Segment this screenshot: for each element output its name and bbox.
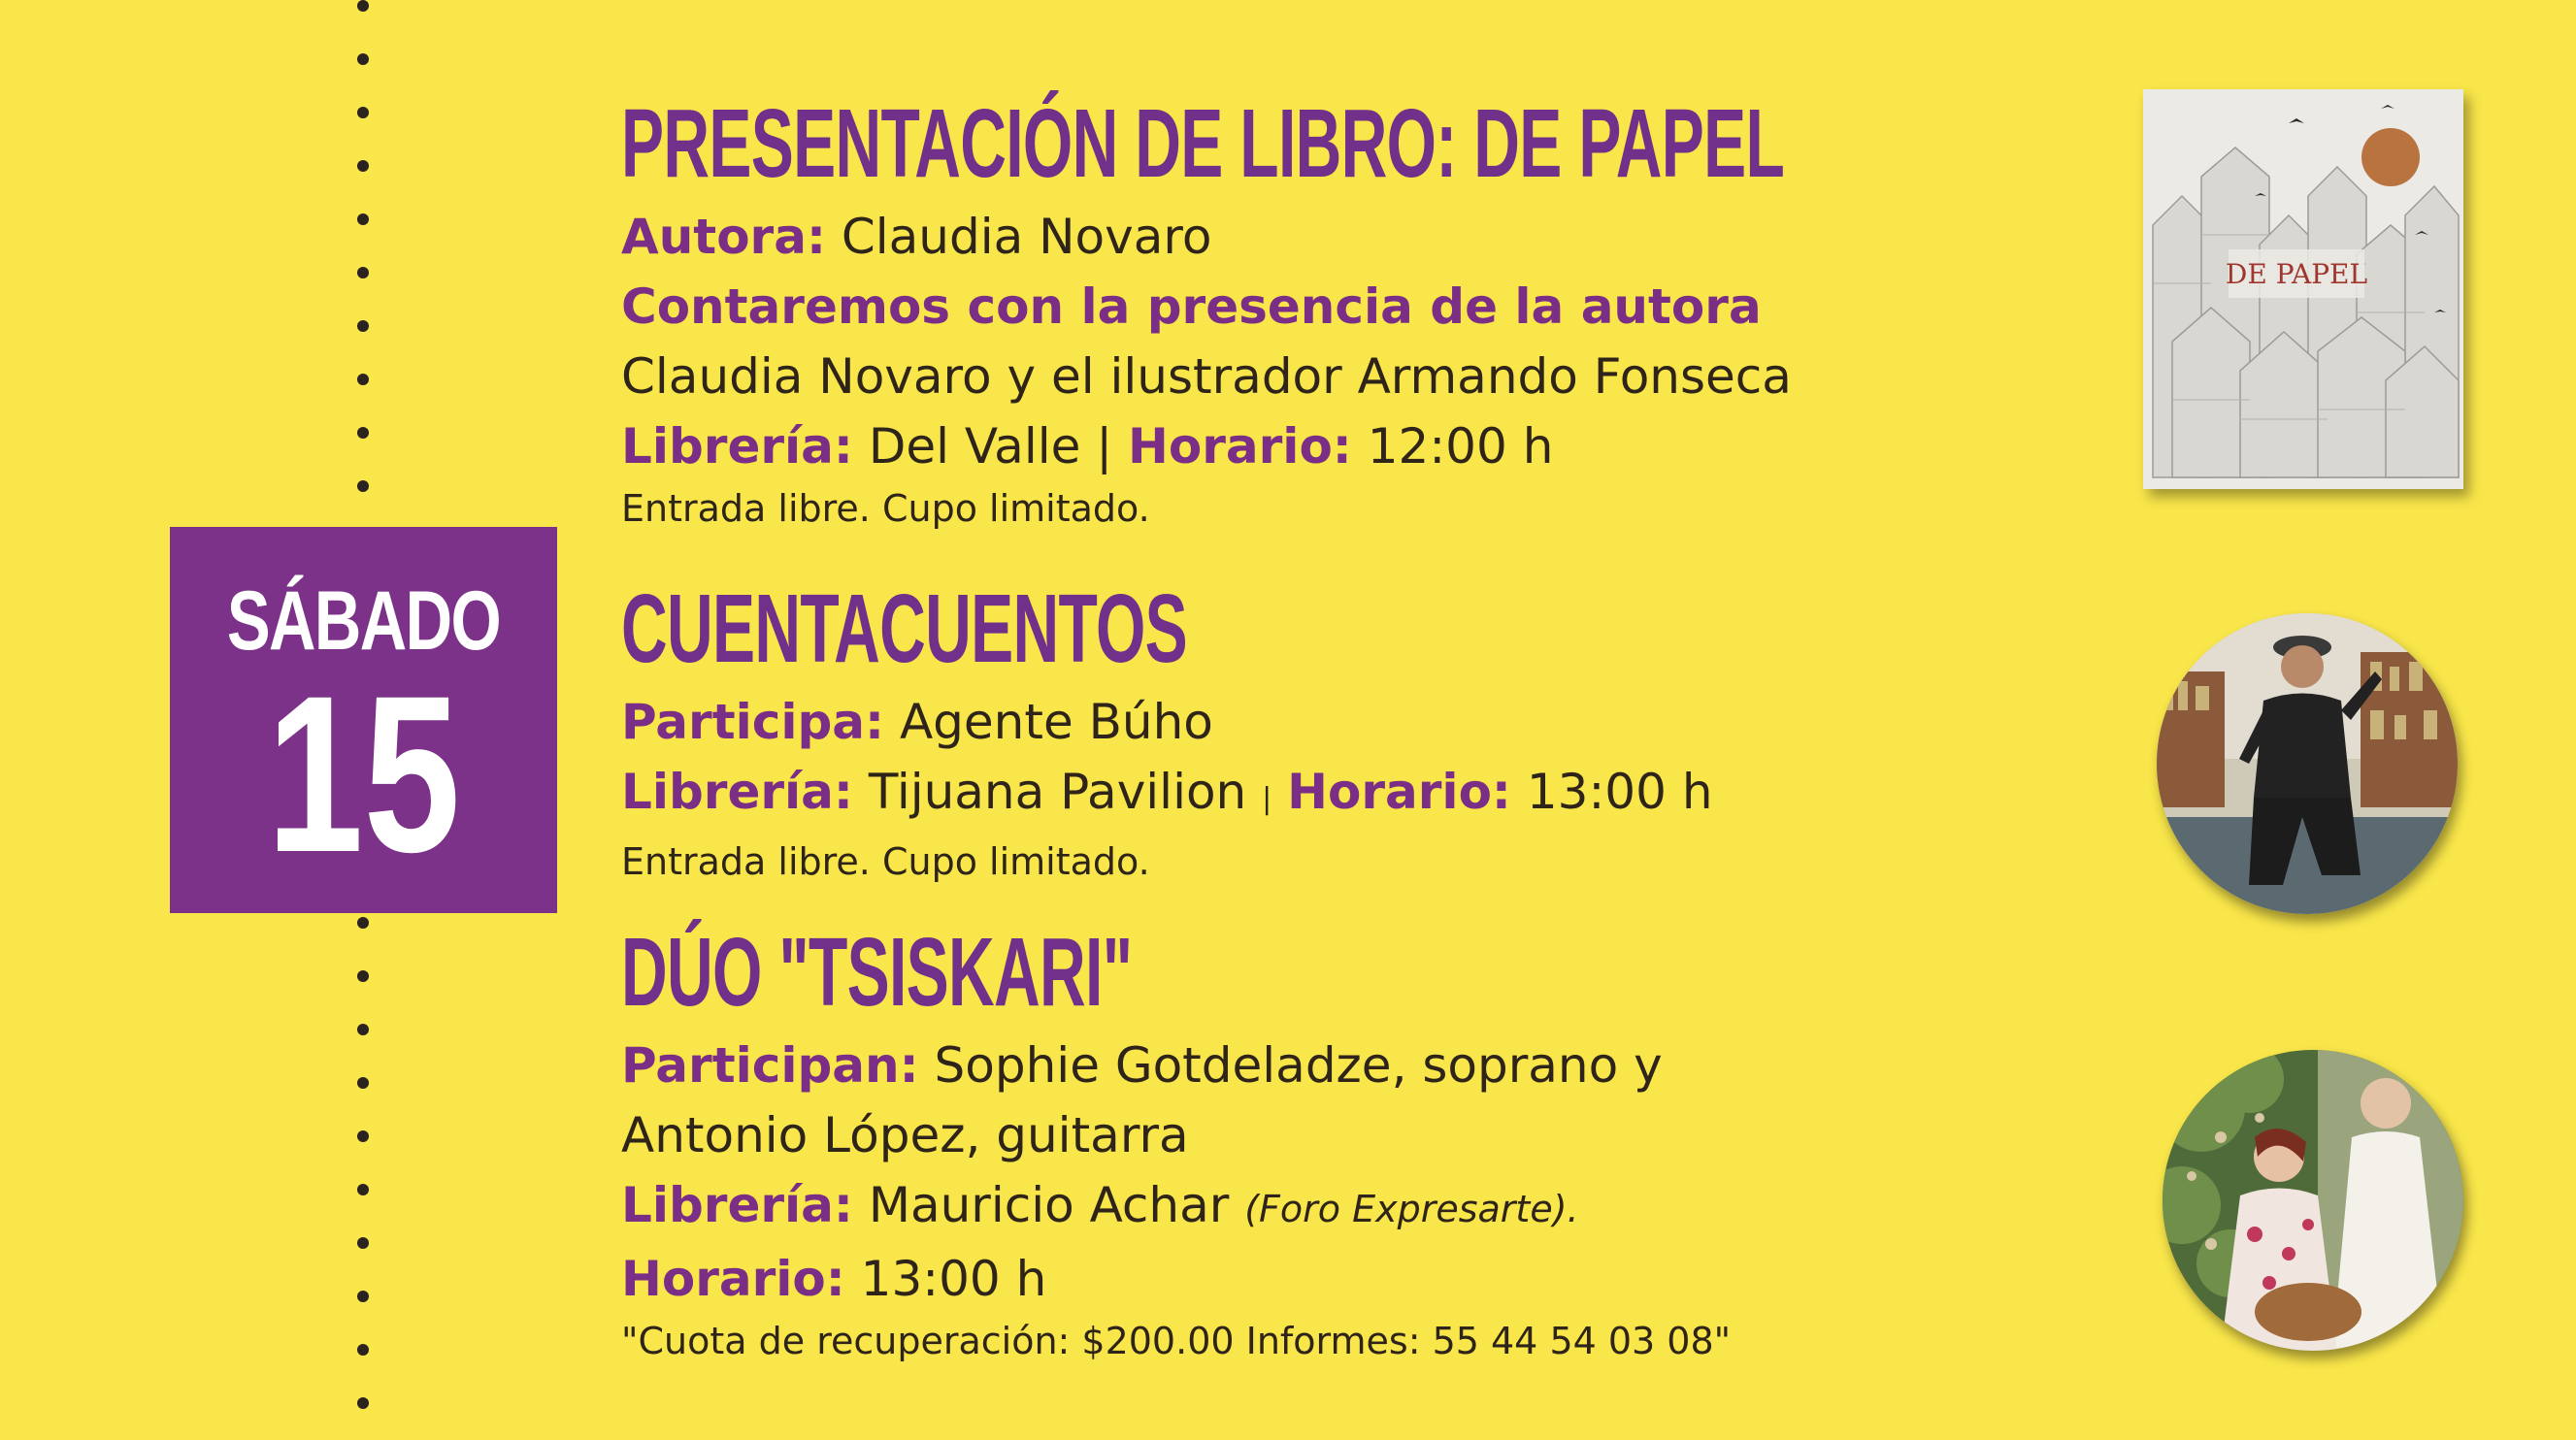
time-value: 13:00 h — [860, 1251, 1047, 1307]
book-cover-image — [2143, 89, 2463, 489]
separator: | — [1096, 418, 1113, 475]
event-storytelling — [621, 574, 2077, 889]
book-cover-title: DE PAPEL — [2225, 258, 2368, 290]
venue-label: Librería: — [621, 1177, 853, 1233]
time-value: 13:00 h — [1526, 764, 1713, 820]
event-venue-line — [621, 1170, 2077, 1244]
venue-value: Mauricio Achar — [868, 1177, 1230, 1233]
author-value: Claudia Novaro — [841, 209, 1212, 265]
timeline-dot — [357, 1397, 369, 1409]
time-label: Horario: — [1128, 418, 1352, 475]
venue-value: Del Valle — [868, 418, 1081, 475]
timeline-dot — [357, 320, 369, 332]
event-title: PRESENTACIÓN DE LIBRO: DE PAPEL — [621, 89, 1785, 198]
author-label: Autora: — [621, 209, 826, 265]
event-title: DÚO "TSISKARI" — [621, 918, 1133, 1027]
timeline-dot — [357, 1344, 369, 1356]
timeline-dot — [357, 1237, 369, 1249]
event-title: CUENTACUENTOS — [621, 574, 1188, 683]
timeline-dot — [357, 0, 369, 12]
venue-label: Librería: — [621, 764, 853, 820]
event-time-line — [621, 1244, 2077, 1314]
event-note: Entrada libre. Cupo limitado. — [621, 487, 1150, 530]
participant-value: Agente Búho — [899, 694, 1213, 750]
duo-photo — [2163, 1050, 2463, 1351]
participant-label: Participa: — [621, 694, 885, 750]
timeline-dot — [357, 160, 369, 172]
date-day: 15 — [266, 649, 461, 899]
date-badge — [170, 527, 557, 913]
event-highlight: Contaremos con la presencia de la autora — [621, 278, 1762, 335]
event-presence-line: Claudia Novaro y el ilustrador Armando Fonseca — [621, 348, 1792, 405]
timeline-dot — [357, 1184, 369, 1195]
storyteller-photo — [2157, 613, 2458, 914]
duo-illustration — [2163, 1050, 2463, 1351]
venue-label: Librería: — [621, 418, 853, 475]
venue-value: Tijuana Pavilion — [868, 764, 1247, 820]
event-book-presentation — [621, 89, 2077, 536]
event-venue-line — [621, 757, 2077, 835]
timeline-dot — [357, 213, 369, 225]
timeline-dot — [357, 107, 369, 118]
date-weekday: SÁBADO — [226, 574, 501, 668]
timeline-dot — [357, 427, 369, 439]
timeline-dot — [357, 1130, 369, 1142]
participants-label: Participan: — [621, 1037, 919, 1094]
timeline-dot — [357, 1291, 369, 1302]
venue-extra: (Foro Expresarte). — [1244, 1188, 1579, 1230]
timeline-dot — [357, 1077, 369, 1089]
timeline-dot — [357, 53, 369, 65]
time-label: Horario: — [1287, 764, 1511, 820]
timeline-dot — [357, 970, 369, 982]
event-note: "Cuota de recuperación: $200.00 Informes: 55 44 54 03 08" — [621, 1320, 1732, 1362]
timeline-dot — [357, 267, 369, 278]
timeline-dot — [357, 374, 369, 385]
timeline-dot — [357, 917, 369, 929]
event-participant-line — [621, 687, 2077, 757]
timeline-dot — [357, 480, 369, 492]
time-label: Horario: — [621, 1251, 845, 1307]
event-author-line — [621, 202, 2077, 272]
separator: | — [1262, 782, 1272, 816]
participants-value: Sophie Gotdeladze, soprano y — [934, 1037, 1663, 1094]
event-venue-line — [621, 411, 2077, 481]
storyteller-illustration — [2157, 613, 2458, 914]
event-note: Entrada libre. Cupo limitado. — [621, 840, 1150, 883]
event-duo-tsiskari — [621, 918, 2077, 1368]
timeline-dot — [357, 1024, 369, 1035]
time-value: 12:00 h — [1367, 418, 1554, 475]
event-participants-line — [621, 1031, 2077, 1100]
book-cover-illustration — [2143, 89, 2463, 489]
event-participants-line-2: Antonio López, guitarra — [621, 1107, 1189, 1163]
